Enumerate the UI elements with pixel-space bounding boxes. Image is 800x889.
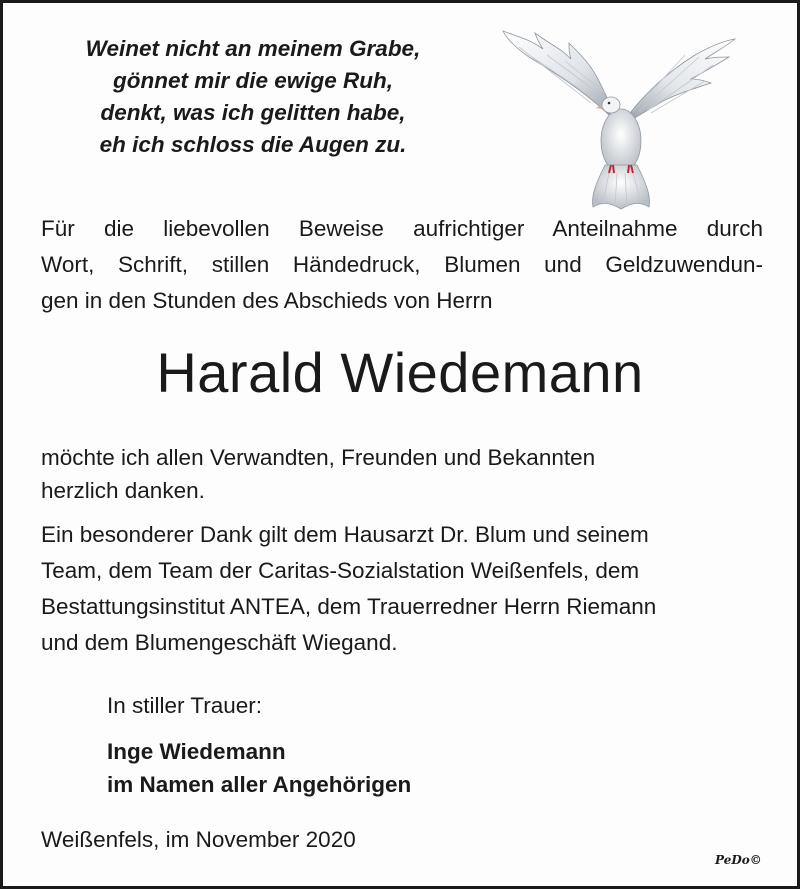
- special-thanks-line: Bestattungsinstitut ANTEA, dem Trauerredner Herrn Riemann: [41, 594, 657, 619]
- signer-note: im Namen aller Angehörigen: [107, 772, 412, 797]
- signer-name: Inge Wiedemann: [107, 739, 286, 764]
- mourning-label: In stiller Trauer:: [107, 693, 263, 718]
- special-thanks-line: Team, dem Team der Caritas-Sozialstation Weißenfels, dem: [41, 558, 640, 583]
- thanks-line: herzlich danken.: [41, 478, 205, 503]
- intro-line: gen in den Stunden des Abschieds von Herrn: [41, 288, 493, 313]
- special-thanks-paragraph: [41, 517, 763, 661]
- poem-line: gönnet mir die ewige Ruh,: [112, 68, 394, 93]
- signers: [107, 735, 411, 801]
- intro-line: Für die liebevollen Beweise aufrichtiger Anteilnahme durch: [41, 216, 763, 241]
- poem-line: eh ich schloss die Augen zu.: [99, 132, 407, 157]
- intro-line: Wort, Schrift, stillen Händedruck, Blumen und Geldzuwendun-: [41, 252, 763, 277]
- deceased-name: Harald Wiedemann: [156, 341, 644, 404]
- thanks-paragraph: [41, 441, 763, 507]
- thanks-line: möchte ich allen Verwandten, Freunden und Bekannten: [41, 445, 596, 470]
- designer-mark: PeDo©: [715, 853, 762, 867]
- place-date: Weißenfels, im November 2020: [41, 827, 356, 852]
- intro-paragraph: [41, 211, 763, 319]
- poem: [33, 33, 473, 161]
- dove-icon: [499, 25, 739, 211]
- special-thanks-line: Ein besonderer Dank gilt dem Hausarzt Dr. Blum und seinem: [41, 522, 649, 547]
- special-thanks-line: und dem Blumengeschäft Wiegand.: [41, 630, 398, 655]
- poem-line: denkt, was ich gelitten habe,: [100, 100, 406, 125]
- poem-line: Weinet nicht an meinem Grabe,: [85, 36, 421, 61]
